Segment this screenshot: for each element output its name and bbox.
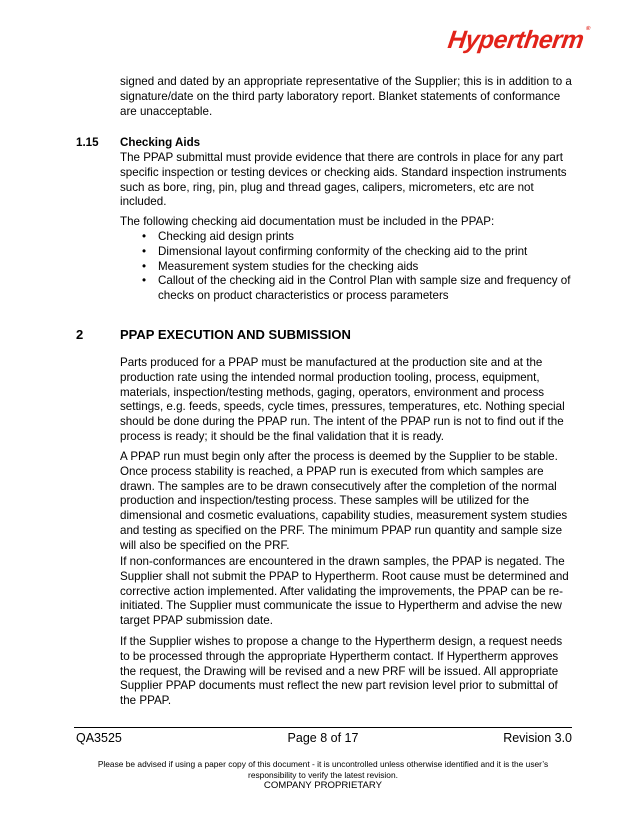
list-item: • Callout of the checking aid in the Control Plan with sample size and frequency of checks on product characteristics or process parameters (142, 274, 571, 303)
intro-paragraph: signed and dated by an appropriate representative of the Supplier; this is in addition to a signature/date on the third party laboratory report. Blanket statements of conformance are unacceptable. (120, 75, 572, 118)
bullet-icon: • (142, 259, 147, 273)
footer-divider (74, 727, 572, 728)
section-title-ppap-execution: PPAP EXECUTION AND SUBMISSION (120, 327, 351, 342)
revision-label: Revision 3.0 (503, 731, 572, 745)
footer-disclaimer: Please be advised if using a paper copy of this document - it is uncontrolled unless otherwise identified and it is the user’s responsibility to verify the latest revision. (97, 759, 549, 780)
ppap-paragraph-2: A PPAP run must begin only after the process is deemed by the Supplier to be stable. Once process stability is reached, a PPAP run is executed from which samples are drawn. The samples are to be drawn consecutively after the completion of the normal production and inspection/testing process. These samples will be utilized for the dimensional and cosmetic evaluations, capability studies, measurement system studies and testing as specified on the PRF. The minimum PPAP run quantity and sample size will also be specified on the PRF. (120, 450, 568, 552)
logo-text: Hypertherm (445, 26, 586, 54)
bullet-icon: • (142, 230, 147, 243)
section-number-2: 2 (76, 327, 84, 342)
bullet-icon: • (142, 274, 147, 288)
ppap-paragraph-4: If the Supplier wishes to propose a change to the Hypertherm design, a request needs to be processed through the appropriate Hypertherm contact. If Hypertherm approves the request, the Drawing will be revised and a new PRF will be issued. All appropriate Supplier PPAP documents must reflect the new part revision level prior to submittal of the PPAP. (120, 635, 563, 708)
checking-aids-paragraph: The PPAP submittal must provide evidence that there are controls in place for any part specific inspection or testing devices or checking aids. Standard inspection instruments such as bore, ring, pin, plug and thread gages, calipers, micrometers, etc are not included. (120, 151, 567, 209)
list-item: • Measurement system studies for the checking aids (142, 259, 419, 273)
list-item: • Checking aid design prints (142, 230, 294, 243)
page-number: Page 8 of 17 (287, 731, 359, 745)
list-item: • Dimensional layout confirming conformity of the checking aid to the print (142, 244, 528, 258)
ppap-paragraph-1: Parts produced for a PPAP must be manufactured at the production site and at the production rate using the intended normal production tooling, process, equipment, materials, inspection/testing methods, gaging, operators, environment and process settings, e.g. feeds, speeds, cycle times, pressures, temperatures, etc. Nothing special should be done during the PPAP run. The intent of the PPAP run is not to find out if the process is ready; it should be the final validation that it is ready. (120, 356, 565, 443)
section-number-1-15: 1.15 (76, 136, 99, 149)
bullet-icon: • (142, 244, 147, 258)
checking-aids-list (142, 230, 572, 304)
company-proprietary: COMPANY PROPRIETARY (263, 780, 383, 791)
checking-aids-list-intro: The following checking aid documentation must be included in the PPAP: (120, 215, 495, 228)
document-id: QA3525 (76, 731, 122, 745)
registered-mark: ® (585, 26, 591, 32)
hypertherm-logo (446, 26, 590, 55)
ppap-paragraph-3: If non-conformances are encountered in the drawn samples, the PPAP is negated. The Supplier shall not submit the PPAP to Hypertherm. Root cause must be determined and corrective action implemented. After validating the improvements, the PPAP can be re-initiated. The Supplier must communicate the issue to Hypertherm and advise the new target PPAP submission date. (120, 555, 569, 628)
section-title-checking-aids: Checking Aids (120, 136, 201, 149)
